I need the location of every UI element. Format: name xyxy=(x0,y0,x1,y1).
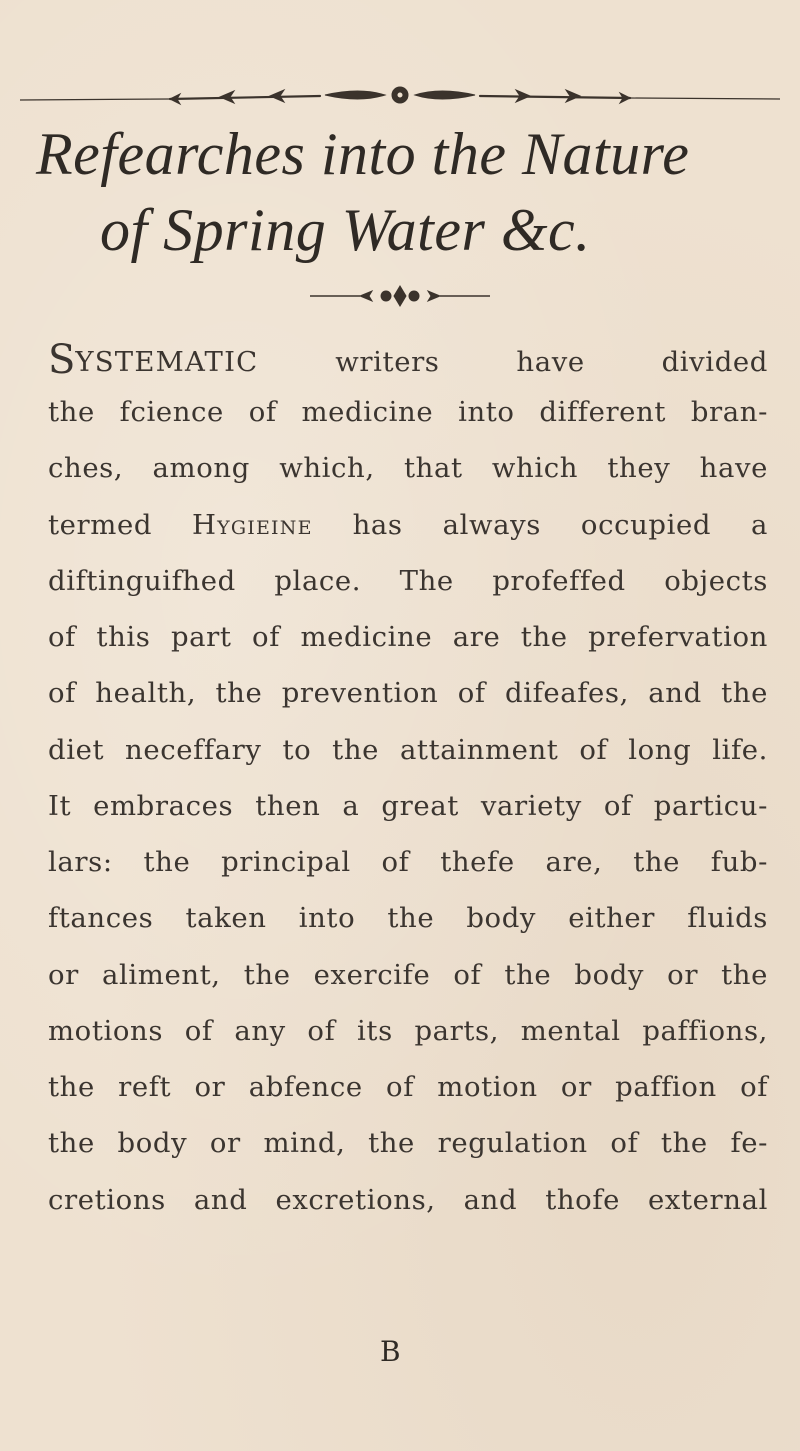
text-line-4 xyxy=(48,509,768,541)
text-line-10: lars: the principal of thefe are, the fub- xyxy=(48,846,768,878)
text-line-4-pre: termed xyxy=(48,509,192,541)
text-line-1-rest: writers have divided xyxy=(258,346,768,378)
text-line-1 xyxy=(48,337,768,383)
text-line-15: the body or mind, the regulation of the fe- xyxy=(48,1127,768,1159)
text-line-5: diftinguifhed place. The profeffed objects xyxy=(48,565,768,597)
title-divider-ornament xyxy=(300,283,500,307)
text-line-8: diet neceffary to the attainment of long life. xyxy=(48,734,768,766)
signature-mark: B xyxy=(380,1335,401,1368)
term-hygieine: Hygieine xyxy=(191,509,313,541)
chapter-title-line-2: of Spring Water &c. xyxy=(100,197,591,263)
text-line-12: or aliment, the exercife of the body or the xyxy=(48,959,768,991)
text-line-9: It embraces then a great variety of particu- xyxy=(48,790,768,822)
text-line-2: the fcience of medicine into different bran- xyxy=(48,396,768,428)
headpiece-ornament xyxy=(20,78,780,114)
text-line-7: of health, the prevention of difeafes, and the xyxy=(48,677,768,709)
drop-cap: S xyxy=(48,337,76,383)
text-line-14: the reft or abfence of motion or paffion of xyxy=(48,1071,768,1103)
text-line-4-post: has always occupied a xyxy=(312,509,768,541)
text-line-11: ftances taken into the body either fluids xyxy=(48,902,768,934)
chapter-title-line-1: Refearches into the Nature xyxy=(36,121,690,187)
text-line-13: motions of any of its parts, mental paffions, xyxy=(48,1015,768,1047)
text-line-6: of this part of medicine are the prefervation xyxy=(48,621,768,653)
opening-word: YSTEMATIC xyxy=(75,346,259,378)
text-line-16: cretions and excretions, and thofe external xyxy=(48,1184,768,1216)
text-line-3: ches, among which, that which they have xyxy=(48,452,768,484)
